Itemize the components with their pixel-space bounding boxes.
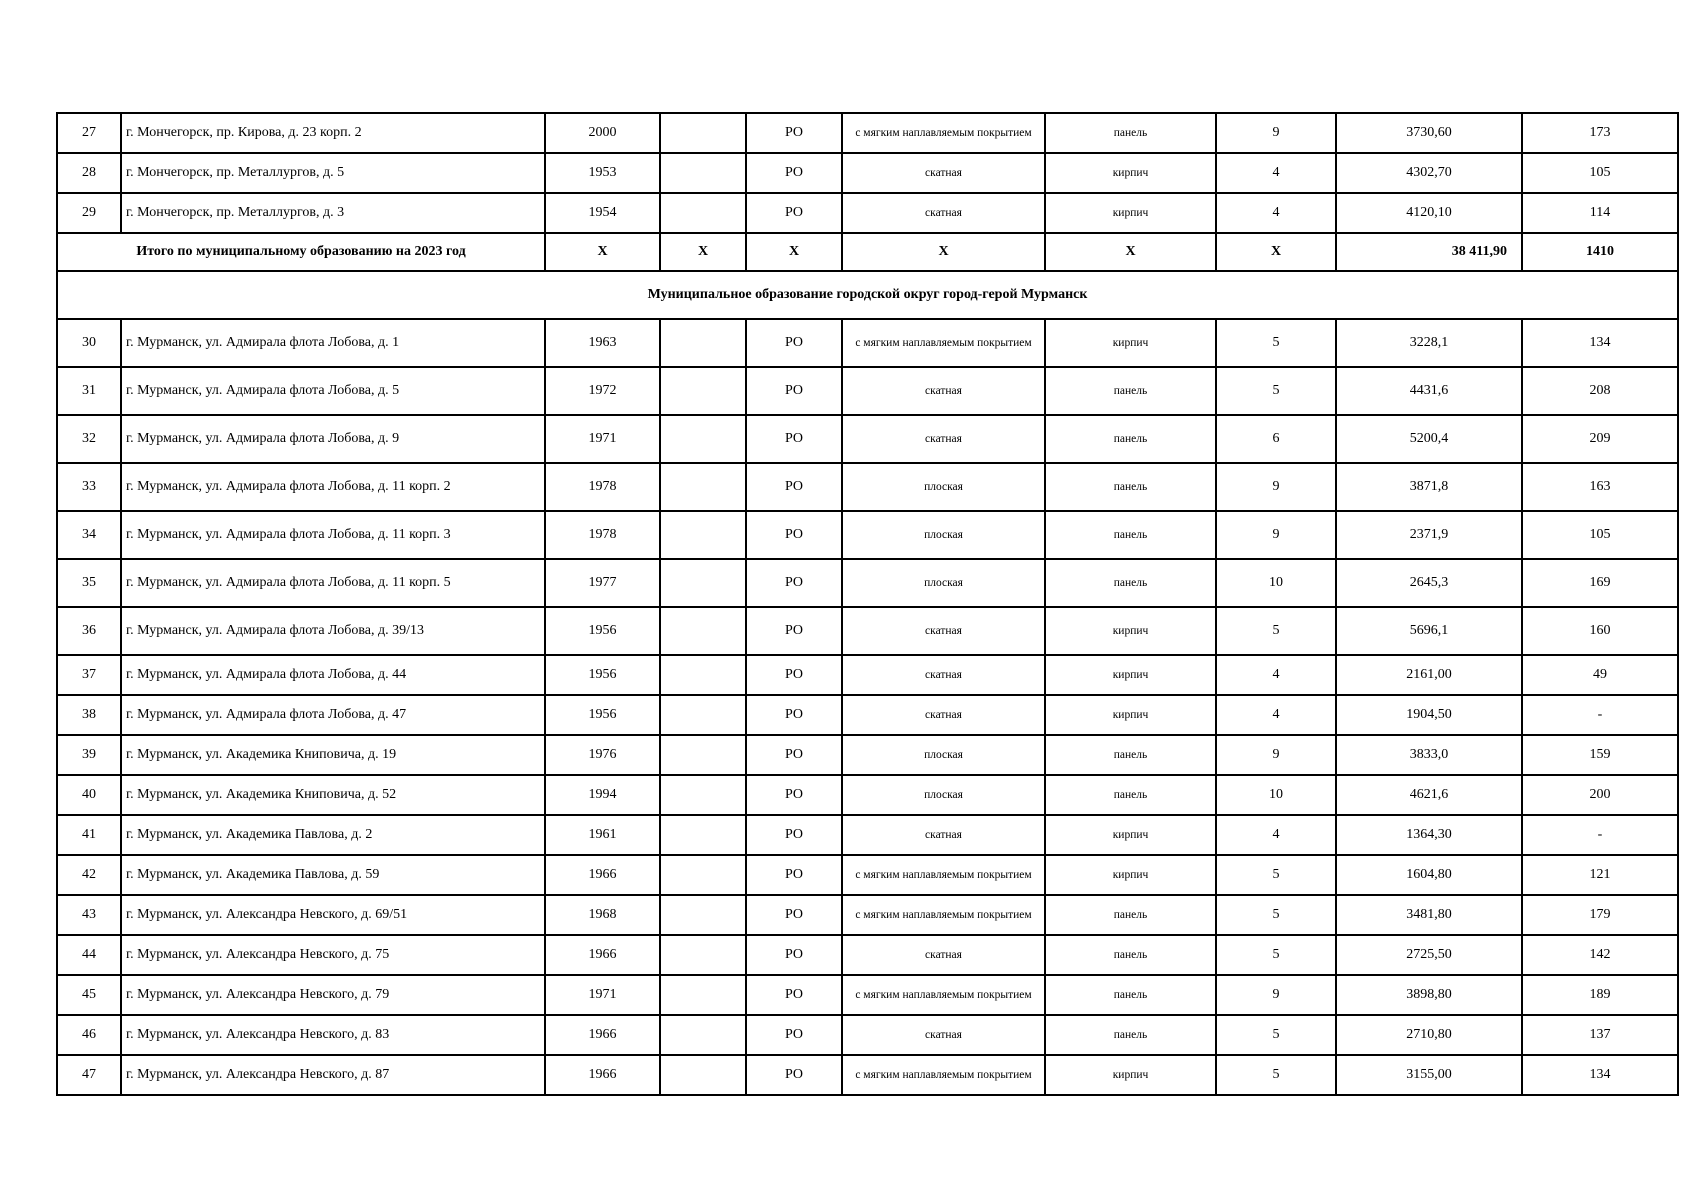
table-row	[57, 855, 1678, 895]
ro-cell: РО	[746, 855, 842, 895]
address-cell: г. Мурманск, ул. Александра Невского, д. 79	[121, 975, 545, 1015]
floors-cell: 5	[1216, 855, 1336, 895]
table-row	[57, 815, 1678, 855]
wall-material-cell: панель	[1045, 935, 1216, 975]
roof-type-cell: плоская	[842, 735, 1045, 775]
table-row	[57, 1015, 1678, 1055]
table-row	[57, 193, 1678, 233]
floors-cell: 5	[1216, 607, 1336, 655]
roof-type-cell: плоская	[842, 775, 1045, 815]
total-group	[57, 233, 1678, 319]
table-row	[57, 695, 1678, 735]
floors-cell: 10	[1216, 559, 1336, 607]
blank-cell	[660, 153, 746, 193]
roof-type-cell: с мягким наплавляемым покрытием	[842, 1055, 1045, 1095]
floors-cell: 5	[1216, 1055, 1336, 1095]
roof-type-cell: скатная	[842, 367, 1045, 415]
area-cell: 3898,80	[1336, 975, 1522, 1015]
count-cell: 179	[1522, 895, 1678, 935]
roof-type-cell: с мягким наплавляемым покрытием	[842, 895, 1045, 935]
ro-cell: РО	[746, 975, 842, 1015]
roof-type-cell: плоская	[842, 559, 1045, 607]
blank-cell	[660, 815, 746, 855]
wall-material-cell: панель	[1045, 463, 1216, 511]
year-cell: 1966	[545, 855, 660, 895]
total-count: 1410	[1522, 233, 1678, 271]
housing-register-table	[56, 112, 1679, 1096]
wall-material-cell: кирпич	[1045, 695, 1216, 735]
roof-type-cell: с мягким наплавляемым покрытием	[842, 113, 1045, 153]
row-number: 47	[57, 1055, 121, 1095]
blank-cell	[660, 1055, 746, 1095]
count-cell: 209	[1522, 415, 1678, 463]
floors-cell: 4	[1216, 695, 1336, 735]
wall-material-cell: панель	[1045, 1015, 1216, 1055]
table-row	[57, 559, 1678, 607]
year-cell: 1956	[545, 655, 660, 695]
area-cell: 3833,0	[1336, 735, 1522, 775]
year-cell: 1994	[545, 775, 660, 815]
area-cell: 3871,8	[1336, 463, 1522, 511]
area-cell: 2645,3	[1336, 559, 1522, 607]
rows-group-b	[57, 319, 1678, 655]
floors-cell: 5	[1216, 935, 1336, 975]
table-row	[57, 655, 1678, 695]
address-cell: г. Мурманск, ул. Адмирала флота Лобова, д. 39/13	[121, 607, 545, 655]
count-cell: 137	[1522, 1015, 1678, 1055]
total-x-cell: X	[1045, 233, 1216, 271]
year-cell: 1971	[545, 415, 660, 463]
area-cell: 2710,80	[1336, 1015, 1522, 1055]
address-cell: г. Мурманск, ул. Адмирала флота Лобова, д. 47	[121, 695, 545, 735]
roof-type-cell: скатная	[842, 153, 1045, 193]
total-x-cell: X	[660, 233, 746, 271]
section-header-row	[57, 271, 1678, 319]
floors-cell: 4	[1216, 815, 1336, 855]
wall-material-cell: кирпич	[1045, 655, 1216, 695]
floors-cell: 5	[1216, 1015, 1336, 1055]
ro-cell: РО	[746, 775, 842, 815]
area-cell: 3155,00	[1336, 1055, 1522, 1095]
area-cell: 4302,70	[1336, 153, 1522, 193]
wall-material-cell: панель	[1045, 975, 1216, 1015]
blank-cell	[660, 895, 746, 935]
row-number: 33	[57, 463, 121, 511]
row-number: 43	[57, 895, 121, 935]
roof-type-cell: скатная	[842, 815, 1045, 855]
count-cell: 159	[1522, 735, 1678, 775]
area-cell: 4120,10	[1336, 193, 1522, 233]
ro-cell: РО	[746, 319, 842, 367]
ro-cell: РО	[746, 559, 842, 607]
year-cell: 1963	[545, 319, 660, 367]
floors-cell: 4	[1216, 153, 1336, 193]
year-cell: 1954	[545, 193, 660, 233]
count-cell: 160	[1522, 607, 1678, 655]
table-row	[57, 895, 1678, 935]
roof-type-cell: скатная	[842, 1015, 1045, 1055]
year-cell: 1971	[545, 975, 660, 1015]
count-cell: -	[1522, 695, 1678, 735]
rows-group-c	[57, 655, 1678, 1095]
floors-cell: 9	[1216, 975, 1336, 1015]
total-area: 38 411,90	[1336, 233, 1522, 271]
roof-type-cell: плоская	[842, 463, 1045, 511]
blank-cell	[660, 935, 746, 975]
wall-material-cell: кирпич	[1045, 193, 1216, 233]
blank-cell	[660, 511, 746, 559]
year-cell: 1972	[545, 367, 660, 415]
blank-cell	[660, 415, 746, 463]
table-row	[57, 415, 1678, 463]
area-cell: 3730,60	[1336, 113, 1522, 153]
table-row	[57, 775, 1678, 815]
floors-cell: 9	[1216, 511, 1336, 559]
address-cell: г. Мурманск, ул. Адмирала флота Лобова, д. 11 корп. 5	[121, 559, 545, 607]
count-cell: 142	[1522, 935, 1678, 975]
area-cell: 5200,4	[1336, 415, 1522, 463]
blank-cell	[660, 607, 746, 655]
year-cell: 2000	[545, 113, 660, 153]
row-number: 38	[57, 695, 121, 735]
wall-material-cell: кирпич	[1045, 815, 1216, 855]
count-cell: 169	[1522, 559, 1678, 607]
wall-material-cell: кирпич	[1045, 153, 1216, 193]
year-cell: 1968	[545, 895, 660, 935]
count-cell: 121	[1522, 855, 1678, 895]
floors-cell: 5	[1216, 367, 1336, 415]
area-cell: 2371,9	[1336, 511, 1522, 559]
address-cell: г. Мурманск, ул. Адмирала флота Лобова, д. 44	[121, 655, 545, 695]
address-cell: г. Мурманск, ул. Академика Книповича, д. 19	[121, 735, 545, 775]
ro-cell: РО	[746, 463, 842, 511]
blank-cell	[660, 193, 746, 233]
year-cell: 1953	[545, 153, 660, 193]
row-number: 37	[57, 655, 121, 695]
address-cell: г. Мурманск, ул. Александра Невского, д. 87	[121, 1055, 545, 1095]
wall-material-cell: панель	[1045, 113, 1216, 153]
year-cell: 1978	[545, 463, 660, 511]
table-row	[57, 319, 1678, 367]
wall-material-cell: панель	[1045, 367, 1216, 415]
count-cell: 200	[1522, 775, 1678, 815]
row-number: 28	[57, 153, 121, 193]
row-number: 27	[57, 113, 121, 153]
floors-cell: 9	[1216, 463, 1336, 511]
rows-group-a	[57, 113, 1678, 233]
total-x-cell: X	[842, 233, 1045, 271]
area-cell: 1604,80	[1336, 855, 1522, 895]
wall-material-cell: кирпич	[1045, 319, 1216, 367]
table-row	[57, 367, 1678, 415]
count-cell: -	[1522, 815, 1678, 855]
area-cell: 1364,30	[1336, 815, 1522, 855]
table-row	[57, 607, 1678, 655]
blank-cell	[660, 113, 746, 153]
total-x-cell: X	[545, 233, 660, 271]
floors-cell: 10	[1216, 775, 1336, 815]
row-number: 30	[57, 319, 121, 367]
wall-material-cell: кирпич	[1045, 855, 1216, 895]
row-number: 36	[57, 607, 121, 655]
table-row	[57, 975, 1678, 1015]
wall-material-cell: панель	[1045, 415, 1216, 463]
row-number: 44	[57, 935, 121, 975]
year-cell: 1966	[545, 1015, 660, 1055]
row-number: 31	[57, 367, 121, 415]
ro-cell: РО	[746, 113, 842, 153]
roof-type-cell: скатная	[842, 695, 1045, 735]
row-number: 39	[57, 735, 121, 775]
roof-type-cell: скатная	[842, 607, 1045, 655]
year-cell: 1956	[545, 607, 660, 655]
wall-material-cell: панель	[1045, 559, 1216, 607]
table-row	[57, 1055, 1678, 1095]
address-cell: г. Мончегорск, пр. Металлургов, д. 3	[121, 193, 545, 233]
row-number: 32	[57, 415, 121, 463]
roof-type-cell: скатная	[842, 415, 1045, 463]
wall-material-cell: панель	[1045, 775, 1216, 815]
ro-cell: РО	[746, 415, 842, 463]
floors-cell: 9	[1216, 113, 1336, 153]
row-number: 41	[57, 815, 121, 855]
floors-cell: 4	[1216, 655, 1336, 695]
count-cell: 114	[1522, 193, 1678, 233]
roof-type-cell: с мягким наплавляемым покрытием	[842, 855, 1045, 895]
total-x-cell: X	[746, 233, 842, 271]
ro-cell: РО	[746, 367, 842, 415]
blank-cell	[660, 735, 746, 775]
blank-cell	[660, 1015, 746, 1055]
ro-cell: РО	[746, 1055, 842, 1095]
roof-type-cell: скатная	[842, 935, 1045, 975]
table-row	[57, 511, 1678, 559]
address-cell: г. Мурманск, ул. Академика Павлова, д. 59	[121, 855, 545, 895]
blank-cell	[660, 463, 746, 511]
blank-cell	[660, 975, 746, 1015]
floors-cell: 5	[1216, 319, 1336, 367]
count-cell: 49	[1522, 655, 1678, 695]
row-number: 29	[57, 193, 121, 233]
ro-cell: РО	[746, 815, 842, 855]
total-x-cell: X	[1216, 233, 1336, 271]
row-number: 35	[57, 559, 121, 607]
total-label: Итого по муниципальному образованию на 2023 год	[57, 233, 545, 271]
address-cell: г. Мурманск, ул. Адмирала флота Лобова, д. 9	[121, 415, 545, 463]
table-row	[57, 463, 1678, 511]
address-cell: г. Мурманск, ул. Адмирала флота Лобова, д. 1	[121, 319, 545, 367]
area-cell: 2161,00	[1336, 655, 1522, 695]
row-number: 45	[57, 975, 121, 1015]
row-number: 40	[57, 775, 121, 815]
count-cell: 134	[1522, 319, 1678, 367]
address-cell: г. Мурманск, ул. Александра Невского, д. 83	[121, 1015, 545, 1055]
floors-cell: 9	[1216, 735, 1336, 775]
table-row	[57, 113, 1678, 153]
ro-cell: РО	[746, 511, 842, 559]
area-cell: 4621,6	[1336, 775, 1522, 815]
row-number: 34	[57, 511, 121, 559]
count-cell: 189	[1522, 975, 1678, 1015]
area-cell: 5696,1	[1336, 607, 1522, 655]
area-cell: 3228,1	[1336, 319, 1522, 367]
ro-cell: РО	[746, 895, 842, 935]
area-cell: 1904,50	[1336, 695, 1522, 735]
address-cell: г. Мурманск, ул. Академика Книповича, д. 52	[121, 775, 545, 815]
address-cell: г. Мурманск, ул. Адмирала флота Лобова, д. 11 корп. 2	[121, 463, 545, 511]
address-cell: г. Мурманск, ул. Александра Невского, д. 75	[121, 935, 545, 975]
year-cell: 1977	[545, 559, 660, 607]
ro-cell: РО	[746, 193, 842, 233]
count-cell: 163	[1522, 463, 1678, 511]
blank-cell	[660, 855, 746, 895]
year-cell: 1966	[545, 1055, 660, 1095]
count-cell: 105	[1522, 511, 1678, 559]
blank-cell	[660, 559, 746, 607]
wall-material-cell: панель	[1045, 895, 1216, 935]
count-cell: 208	[1522, 367, 1678, 415]
table-row	[57, 735, 1678, 775]
total-row	[57, 233, 1678, 271]
roof-type-cell: с мягким наплавляемым покрытием	[842, 319, 1045, 367]
floors-cell: 5	[1216, 895, 1336, 935]
floors-cell: 6	[1216, 415, 1336, 463]
wall-material-cell: панель	[1045, 511, 1216, 559]
address-cell: г. Мончегорск, пр. Металлургов, д. 5	[121, 153, 545, 193]
roof-type-cell: плоская	[842, 511, 1045, 559]
blank-cell	[660, 695, 746, 735]
ro-cell: РО	[746, 153, 842, 193]
wall-material-cell: панель	[1045, 735, 1216, 775]
year-cell: 1966	[545, 935, 660, 975]
blank-cell	[660, 367, 746, 415]
address-cell: г. Мурманск, ул. Академика Павлова, д. 2	[121, 815, 545, 855]
roof-type-cell: скатная	[842, 655, 1045, 695]
floors-cell: 4	[1216, 193, 1336, 233]
ro-cell: РО	[746, 607, 842, 655]
year-cell: 1956	[545, 695, 660, 735]
table-row	[57, 153, 1678, 193]
year-cell: 1978	[545, 511, 660, 559]
section-title: Муниципальное образование городской округ город-герой Мурманск	[57, 271, 1678, 319]
blank-cell	[660, 775, 746, 815]
ro-cell: РО	[746, 735, 842, 775]
year-cell: 1976	[545, 735, 660, 775]
area-cell: 2725,50	[1336, 935, 1522, 975]
roof-type-cell: скатная	[842, 193, 1045, 233]
wall-material-cell: кирпич	[1045, 607, 1216, 655]
area-cell: 4431,6	[1336, 367, 1522, 415]
year-cell: 1961	[545, 815, 660, 855]
row-number: 46	[57, 1015, 121, 1055]
wall-material-cell: кирпич	[1045, 1055, 1216, 1095]
ro-cell: РО	[746, 695, 842, 735]
blank-cell	[660, 319, 746, 367]
ro-cell: РО	[746, 1015, 842, 1055]
address-cell: г. Мурманск, ул. Адмирала флота Лобова, д. 5	[121, 367, 545, 415]
address-cell: г. Мончегорск, пр. Кирова, д. 23 корп. 2	[121, 113, 545, 153]
roof-type-cell: с мягким наплавляемым покрытием	[842, 975, 1045, 1015]
count-cell: 134	[1522, 1055, 1678, 1095]
address-cell: г. Мурманск, ул. Александра Невского, д. 69/51	[121, 895, 545, 935]
blank-cell	[660, 655, 746, 695]
address-cell: г. Мурманск, ул. Адмирала флота Лобова, д. 11 корп. 3	[121, 511, 545, 559]
area-cell: 3481,80	[1336, 895, 1522, 935]
ro-cell: РО	[746, 935, 842, 975]
table-row	[57, 935, 1678, 975]
ro-cell: РО	[746, 655, 842, 695]
row-number: 42	[57, 855, 121, 895]
count-cell: 105	[1522, 153, 1678, 193]
count-cell: 173	[1522, 113, 1678, 153]
